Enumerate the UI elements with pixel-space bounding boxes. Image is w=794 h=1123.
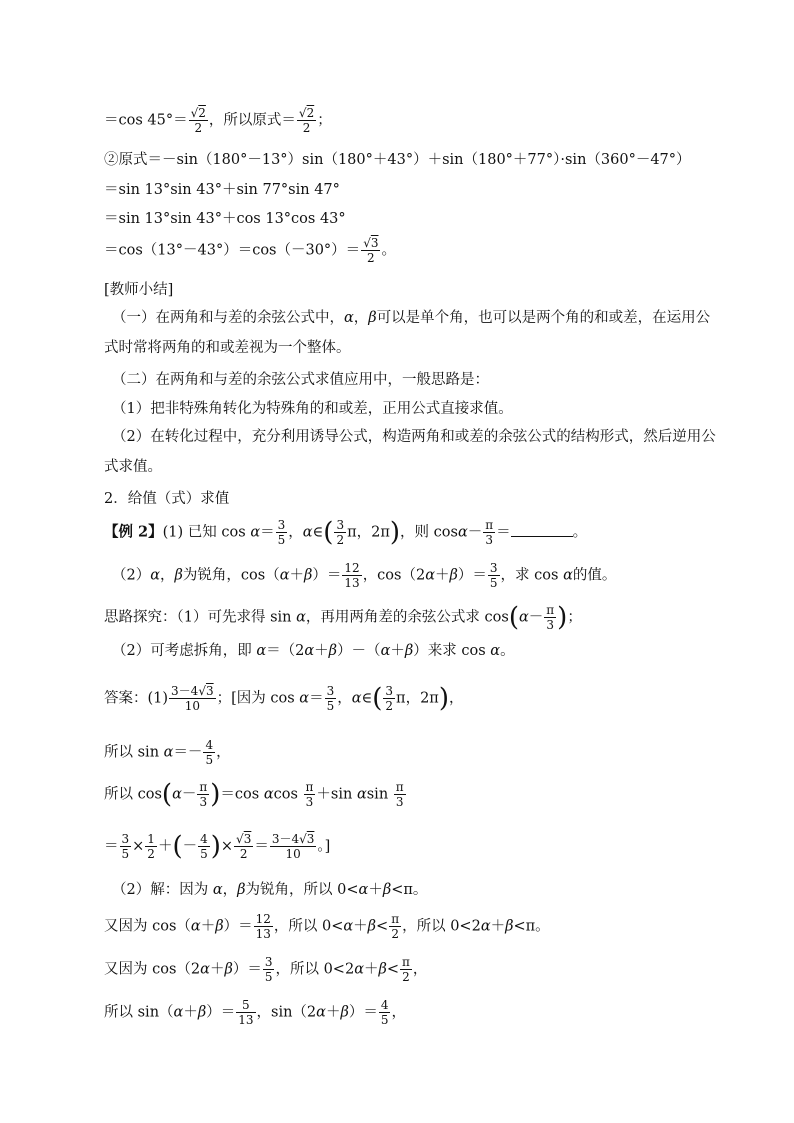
- solution-line-3: 又因为 cos（2α＋β）＝ $\frac{3}{5}$ ，所以 0<2α＋β< $\frac{\pi}{2}$ ，: [104, 955, 428, 984]
- answer-line-1: 答案：(1) $\frac{3-4√3}{10}$ ；[因为 cos α＝ $\frac{3}{5}$ ，α∈( $\frac{3}{2}$ π，2π)，: [104, 683, 464, 714]
- section-heading: 2．给值（式）求值: [104, 491, 230, 507]
- summary-paragraph-1: （一）在两角和与差的余弦公式中，α，β可以是单个角，也可以是两个角的和或差，在运用公式时常将两角的和或差视为一个整体。: [104, 310, 711, 356]
- summary-paragraph-3: （1）把非特殊角转化为特殊角的和或差，正用公式直接求值。: [112, 401, 513, 417]
- line-2: ②原式＝－sin（180°－13°）sin（180°＋43°）＋sin（180°＋77°）·sin（360°－47°）: [104, 152, 691, 168]
- approach-line-1: 思路探究：（1）可先求得 sin α，再用两角差的余弦公式求 cos(α－ $\frac{\pi}{3}$ )；: [104, 602, 582, 633]
- approach-line-2: （2）可考虑拆角，即 α＝（2α＋β）－（α＋β）来求 cos α。: [112, 643, 515, 659]
- teacher-summary-heading: [教师小结]: [104, 282, 174, 298]
- line-4: ＝sin 13°sin 43°＋cos 13°cos 43°: [104, 211, 346, 227]
- solution-line-4: 所以 sin（α＋β）＝ $\frac{5}{13}$ ，sin（2α＋β）＝ $\frac{4}{5}$ ，: [104, 998, 406, 1027]
- answer-blank: [511, 522, 573, 537]
- solution-line-2: 又因为 cos（α＋β）＝ $\frac{12}{13}$ ，所以 0<α＋β< $\frac{\pi}{2}$ ，所以 0<2α＋β<π。: [104, 912, 550, 941]
- fraction-sqrt2-over-2: $\frac{√2}{2}$: [298, 106, 315, 135]
- summary-paragraph-4: （2）在转化过程中，充分利用诱导公式，构造两角和或差的余弦公式的结构形式，然后逆用公式求值。: [104, 429, 716, 475]
- line-3: ＝sin 13°sin 43°＋sin 77°sin 47°: [104, 182, 340, 198]
- summary-paragraph-2: （二）在两角和与差的余弦公式求值应用中，一般思路是：: [112, 372, 489, 388]
- answer-line-3: 所以 cos(α－ $\frac{\pi}{3}$ )＝cos αcos $\frac{\pi}{3}$ ＋sin αsin $\frac{\pi}{3}$: [104, 779, 404, 810]
- fraction-sqrt2-over-2: $\frac{√2}{2}$: [190, 106, 206, 135]
- answer-line-4: ＝ $\frac{3}{5}$ × $\frac{1}{2}$ ＋(－ $\frac{4}{5}$ )× $\frac{√3}{2}$ ＝ $\frac{3-4√3}{10}$ 。]: [104, 831, 331, 862]
- answer-line-2: 所以 sin α＝－ $\frac{4}{5}$ ，: [104, 738, 231, 767]
- example-2-part-1: 【例 2】(1) 已知 cos α＝ $\frac{3}{5}$ ，α∈( $\frac{3}{2}$ π，2π)，则 cosα－ $\frac{\pi}{3}$ ＝ 。: [104, 517, 588, 548]
- solution-line-1: （2）解：因为 α，β为锐角，所以 0<α＋β<π。: [112, 882, 428, 898]
- line-1: ＝cos 45°＝ $\frac{√2}{2}$ ，所以原式＝ $\frac{√2}{2}$ ；: [104, 106, 332, 135]
- fraction-sqrt3-over-2: $\frac{√3}{2}$: [363, 236, 379, 265]
- example-2-part-2: （2）α，β为锐角，cos（α＋β）＝ $\frac{12}{13}$ ，cos（2α＋β）＝ $\frac{3}{5}$ ，求 cos α的值。: [112, 561, 617, 590]
- line-5: ＝cos（13°－43°）＝cos（－30°）＝ $\frac{√3}{2}$ 。: [104, 236, 396, 265]
